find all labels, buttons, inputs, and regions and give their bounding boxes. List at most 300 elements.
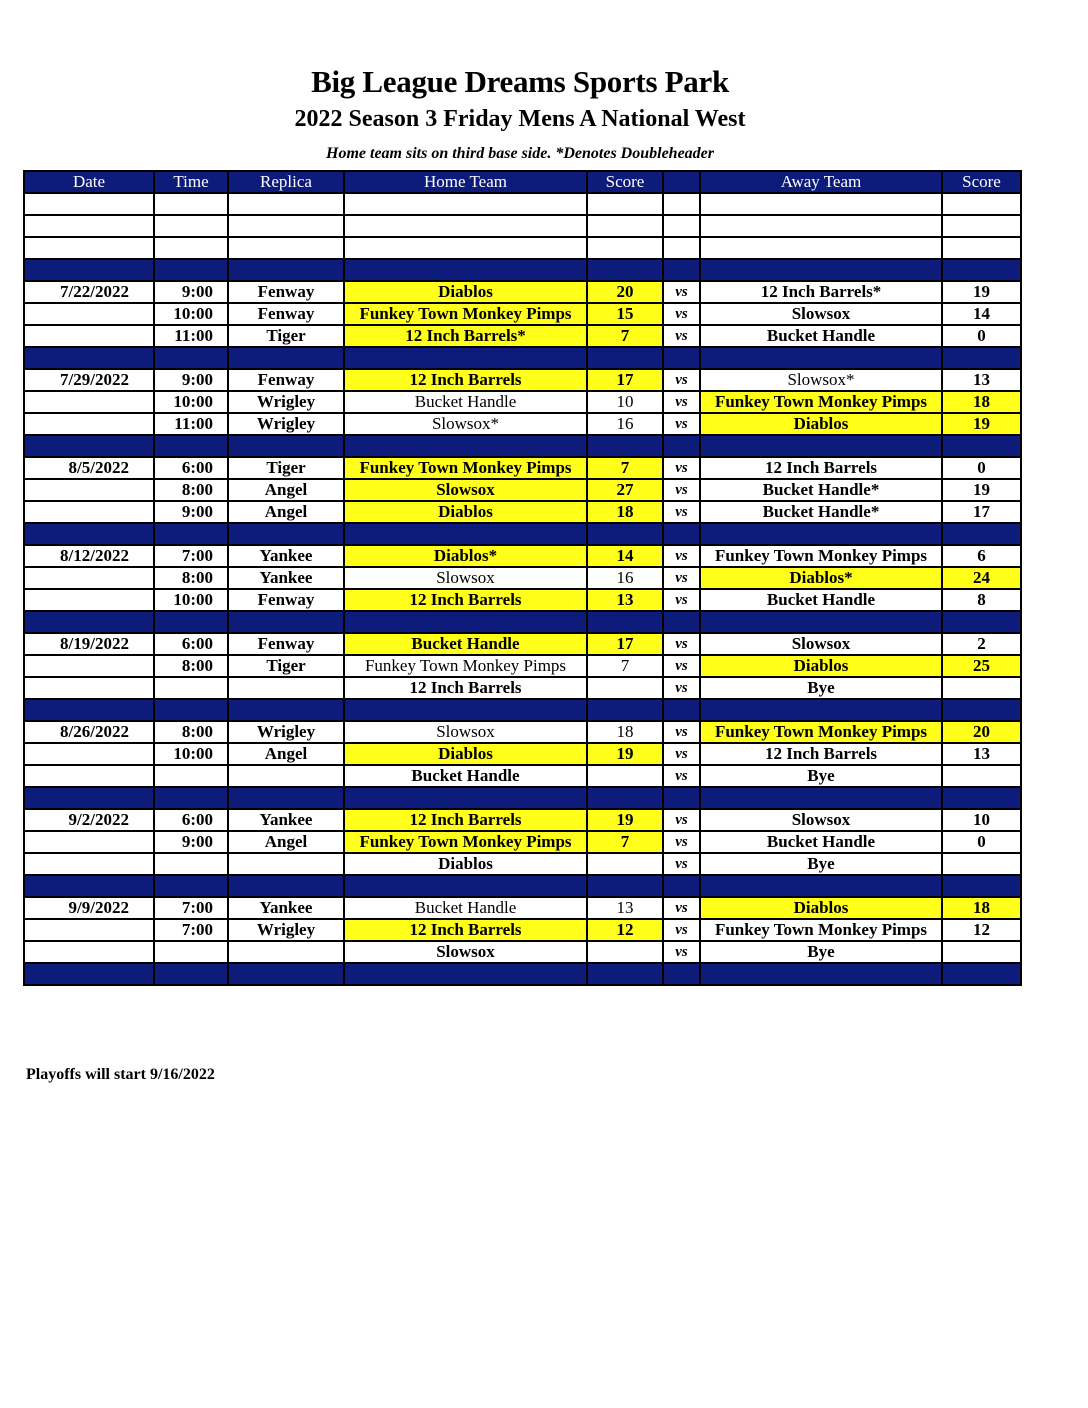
- col-header-time: Time: [154, 171, 228, 193]
- vs-cell: vs: [663, 303, 700, 325]
- date-cell: 8/12/2022: [24, 545, 154, 567]
- home-score-cell: [587, 963, 663, 985]
- home-score-cell: 19: [587, 743, 663, 765]
- away-team-cell: Funkey Town Monkey Pimps: [700, 545, 942, 567]
- away-team-cell: Slowsox: [700, 809, 942, 831]
- replica-cell: [228, 193, 344, 215]
- vs-cell: vs: [663, 479, 700, 501]
- away-score-cell: [942, 787, 1021, 809]
- replica-cell: [228, 611, 344, 633]
- away-team-cell: Bye: [700, 941, 942, 963]
- away-team-cell: Bye: [700, 853, 942, 875]
- date-cell: [24, 941, 154, 963]
- away-score-cell: [942, 435, 1021, 457]
- away-team-cell: Bucket Handle*: [700, 479, 942, 501]
- home-team-cell: Slowsox*: [344, 413, 587, 435]
- replica-cell: [228, 237, 344, 259]
- replica-cell: Tiger: [228, 655, 344, 677]
- replica-cell: Fenway: [228, 281, 344, 303]
- time-cell: [154, 237, 228, 259]
- away-score-cell: [942, 963, 1021, 985]
- vs-cell: vs: [663, 281, 700, 303]
- away-score-cell: [942, 237, 1021, 259]
- home-score-cell: 27: [587, 479, 663, 501]
- blank-row: [24, 237, 1021, 259]
- away-score-cell: 18: [942, 897, 1021, 919]
- blank-row: [24, 215, 1021, 237]
- away-team-cell: Slowsox: [700, 633, 942, 655]
- away-team-cell: 12 Inch Barrels: [700, 743, 942, 765]
- col-header-home-team: Home Team: [344, 171, 587, 193]
- time-cell: [154, 787, 228, 809]
- home-team-cell: Bucket Handle: [344, 633, 587, 655]
- vs-cell: vs: [663, 677, 700, 699]
- away-score-cell: 6: [942, 545, 1021, 567]
- away-team-cell: Funkey Town Monkey Pimps: [700, 391, 942, 413]
- away-team-cell: Diablos: [700, 897, 942, 919]
- away-team-cell: [700, 215, 942, 237]
- date-cell: 9/2/2022: [24, 809, 154, 831]
- vs-cell: [663, 215, 700, 237]
- time-cell: 11:00: [154, 413, 228, 435]
- time-cell: 7:00: [154, 919, 228, 941]
- date-cell: [24, 193, 154, 215]
- away-score-cell: 24: [942, 567, 1021, 589]
- away-team-cell: [700, 237, 942, 259]
- away-score-cell: 10: [942, 809, 1021, 831]
- home-score-cell: [587, 193, 663, 215]
- home-score-cell: 17: [587, 369, 663, 391]
- away-score-cell: [942, 611, 1021, 633]
- table-row: [24, 501, 1021, 523]
- time-cell: [154, 193, 228, 215]
- table-row: [24, 633, 1021, 655]
- home-team-cell: Diablos: [344, 501, 587, 523]
- home-team-cell: Diablos: [344, 853, 587, 875]
- home-team-cell: [344, 875, 587, 897]
- vs-cell: vs: [663, 567, 700, 589]
- away-score-cell: [942, 347, 1021, 369]
- date-cell: [24, 677, 154, 699]
- replica-cell: Angel: [228, 479, 344, 501]
- home-team-cell: Funkey Town Monkey Pimps: [344, 303, 587, 325]
- replica-cell: Tiger: [228, 325, 344, 347]
- away-team-cell: [700, 611, 942, 633]
- home-score-cell: 16: [587, 567, 663, 589]
- away-score-cell: 19: [942, 281, 1021, 303]
- table-row: [24, 303, 1021, 325]
- away-score-cell: [942, 677, 1021, 699]
- away-team-cell: [700, 523, 942, 545]
- page-title: Big League Dreams Sports Park: [311, 64, 729, 99]
- replica-cell: [228, 875, 344, 897]
- table-row: [24, 325, 1021, 347]
- away-score-cell: 0: [942, 457, 1021, 479]
- away-score-cell: 19: [942, 479, 1021, 501]
- away-score-cell: 14: [942, 303, 1021, 325]
- col-header-away-score: Score: [942, 171, 1021, 193]
- home-team-cell: [344, 193, 587, 215]
- home-team-cell: [344, 347, 587, 369]
- away-team-cell: [700, 787, 942, 809]
- home-team-cell: Diablos*: [344, 545, 587, 567]
- vs-cell: [663, 193, 700, 215]
- date-cell: [24, 215, 154, 237]
- vs-cell: [663, 875, 700, 897]
- time-cell: 8:00: [154, 655, 228, 677]
- home-score-cell: 12: [587, 919, 663, 941]
- replica-cell: Wrigley: [228, 721, 344, 743]
- home-score-cell: [587, 941, 663, 963]
- separator-row: [24, 523, 1021, 545]
- col-header-date: Date: [24, 171, 154, 193]
- home-score-cell: 18: [587, 501, 663, 523]
- replica-cell: [228, 259, 344, 281]
- time-cell: 6:00: [154, 809, 228, 831]
- away-score-cell: 0: [942, 831, 1021, 853]
- away-team-cell: [700, 193, 942, 215]
- vs-cell: [663, 699, 700, 721]
- table-row: [24, 457, 1021, 479]
- separator-row: [24, 347, 1021, 369]
- home-team-cell: [344, 699, 587, 721]
- away-team-cell: Diablos: [700, 413, 942, 435]
- away-team-cell: Bucket Handle*: [700, 501, 942, 523]
- home-score-cell: [587, 237, 663, 259]
- time-cell: [154, 677, 228, 699]
- away-team-cell: [700, 259, 942, 281]
- schedule-note: Home team sits on third base side. *Denotes Doubleheader: [326, 145, 714, 162]
- vs-cell: vs: [663, 897, 700, 919]
- replica-cell: [228, 215, 344, 237]
- away-score-cell: [942, 875, 1021, 897]
- home-team-cell: 12 Inch Barrels: [344, 919, 587, 941]
- date-cell: 8/19/2022: [24, 633, 154, 655]
- table-row: [24, 413, 1021, 435]
- table-row: [24, 831, 1021, 853]
- time-cell: [154, 853, 228, 875]
- home-score-cell: 13: [587, 589, 663, 611]
- playoffs-note: Playoffs will start 9/16/2022: [26, 1066, 215, 1083]
- away-score-cell: 8: [942, 589, 1021, 611]
- replica-cell: [228, 677, 344, 699]
- vs-cell: [663, 237, 700, 259]
- date-cell: [24, 875, 154, 897]
- vs-cell: [663, 611, 700, 633]
- table-row: [24, 853, 1021, 875]
- replica-cell: Fenway: [228, 303, 344, 325]
- table-row: [24, 369, 1021, 391]
- time-cell: [154, 215, 228, 237]
- date-cell: [24, 787, 154, 809]
- date-cell: [24, 347, 154, 369]
- home-team-cell: [344, 259, 587, 281]
- away-score-cell: 12: [942, 919, 1021, 941]
- time-cell: 7:00: [154, 545, 228, 567]
- vs-cell: [663, 963, 700, 985]
- away-team-cell: Funkey Town Monkey Pimps: [700, 919, 942, 941]
- schedule-body: [24, 193, 1021, 985]
- replica-cell: Angel: [228, 501, 344, 523]
- date-cell: [24, 479, 154, 501]
- vs-cell: vs: [663, 853, 700, 875]
- table-row: [24, 743, 1021, 765]
- home-team-cell: Slowsox: [344, 941, 587, 963]
- home-team-cell: 12 Inch Barrels: [344, 369, 587, 391]
- time-cell: 6:00: [154, 457, 228, 479]
- away-score-cell: [942, 215, 1021, 237]
- time-cell: 10:00: [154, 391, 228, 413]
- away-score-cell: [942, 523, 1021, 545]
- home-team-cell: Bucket Handle: [344, 765, 587, 787]
- separator-row: [24, 787, 1021, 809]
- table-header-row: [24, 171, 1021, 193]
- away-team-cell: [700, 347, 942, 369]
- time-cell: 9:00: [154, 831, 228, 853]
- away-score-cell: 2: [942, 633, 1021, 655]
- table-row: [24, 589, 1021, 611]
- away-team-cell: Slowsox*: [700, 369, 942, 391]
- home-score-cell: [587, 787, 663, 809]
- time-cell: [154, 435, 228, 457]
- home-score-cell: 19: [587, 809, 663, 831]
- home-score-cell: [587, 435, 663, 457]
- time-cell: [154, 347, 228, 369]
- away-team-cell: Slowsox: [700, 303, 942, 325]
- home-score-cell: [587, 347, 663, 369]
- home-team-cell: 12 Inch Barrels*: [344, 325, 587, 347]
- home-score-cell: 7: [587, 831, 663, 853]
- replica-cell: [228, 853, 344, 875]
- away-team-cell: Bucket Handle: [700, 325, 942, 347]
- away-score-cell: [942, 765, 1021, 787]
- home-score-cell: 18: [587, 721, 663, 743]
- time-cell: [154, 523, 228, 545]
- home-team-cell: Diablos: [344, 281, 587, 303]
- date-cell: [24, 259, 154, 281]
- date-cell: 9/9/2022: [24, 897, 154, 919]
- table-row: [24, 721, 1021, 743]
- time-cell: 8:00: [154, 721, 228, 743]
- vs-cell: vs: [663, 809, 700, 831]
- date-cell: [24, 567, 154, 589]
- time-cell: 10:00: [154, 303, 228, 325]
- replica-cell: [228, 787, 344, 809]
- col-header-vs: [663, 171, 700, 193]
- table-row: [24, 677, 1021, 699]
- away-score-cell: [942, 941, 1021, 963]
- home-score-cell: [587, 215, 663, 237]
- home-score-cell: [587, 677, 663, 699]
- table-row: [24, 567, 1021, 589]
- table-row: [24, 655, 1021, 677]
- replica-cell: [228, 941, 344, 963]
- vs-cell: vs: [663, 369, 700, 391]
- separator-row: [24, 963, 1021, 985]
- home-team-cell: [344, 787, 587, 809]
- date-cell: [24, 765, 154, 787]
- separator-row: [24, 611, 1021, 633]
- schedule-table: [23, 170, 1022, 986]
- vs-cell: vs: [663, 325, 700, 347]
- home-team-cell: [344, 523, 587, 545]
- replica-cell: Yankee: [228, 809, 344, 831]
- home-team-cell: [344, 237, 587, 259]
- home-team-cell: Diablos: [344, 743, 587, 765]
- time-cell: 8:00: [154, 479, 228, 501]
- date-cell: [24, 303, 154, 325]
- home-score-cell: 15: [587, 303, 663, 325]
- vs-cell: [663, 259, 700, 281]
- home-team-cell: 12 Inch Barrels: [344, 809, 587, 831]
- vs-cell: vs: [663, 831, 700, 853]
- away-score-cell: [942, 193, 1021, 215]
- replica-cell: Fenway: [228, 633, 344, 655]
- replica-cell: [228, 347, 344, 369]
- away-score-cell: 25: [942, 655, 1021, 677]
- away-team-cell: 12 Inch Barrels: [700, 457, 942, 479]
- replica-cell: Wrigley: [228, 413, 344, 435]
- home-team-cell: Bucket Handle: [344, 897, 587, 919]
- time-cell: 9:00: [154, 281, 228, 303]
- vs-cell: vs: [663, 765, 700, 787]
- table-row: [24, 479, 1021, 501]
- date-cell: 7/29/2022: [24, 369, 154, 391]
- home-score-cell: [587, 765, 663, 787]
- date-cell: 8/5/2022: [24, 457, 154, 479]
- away-score-cell: [942, 699, 1021, 721]
- vs-cell: vs: [663, 457, 700, 479]
- away-team-cell: 12 Inch Barrels*: [700, 281, 942, 303]
- replica-cell: Wrigley: [228, 919, 344, 941]
- vs-cell: vs: [663, 413, 700, 435]
- date-cell: [24, 853, 154, 875]
- time-cell: [154, 611, 228, 633]
- home-score-cell: 17: [587, 633, 663, 655]
- vs-cell: vs: [663, 743, 700, 765]
- vs-cell: [663, 347, 700, 369]
- replica-cell: Yankee: [228, 567, 344, 589]
- home-team-cell: [344, 215, 587, 237]
- date-cell: 7/22/2022: [24, 281, 154, 303]
- time-cell: [154, 941, 228, 963]
- vs-cell: [663, 787, 700, 809]
- home-score-cell: [587, 853, 663, 875]
- time-cell: [154, 875, 228, 897]
- home-team-cell: Slowsox: [344, 567, 587, 589]
- home-score-cell: 13: [587, 897, 663, 919]
- table-row: [24, 897, 1021, 919]
- away-score-cell: [942, 853, 1021, 875]
- blank-row: [24, 193, 1021, 215]
- col-header-away-team: Away Team: [700, 171, 942, 193]
- vs-cell: vs: [663, 941, 700, 963]
- time-cell: 9:00: [154, 501, 228, 523]
- away-team-cell: Bucket Handle: [700, 589, 942, 611]
- replica-cell: Angel: [228, 743, 344, 765]
- date-cell: [24, 391, 154, 413]
- date-cell: [24, 743, 154, 765]
- home-team-cell: Funkey Town Monkey Pimps: [344, 655, 587, 677]
- away-team-cell: Diablos: [700, 655, 942, 677]
- date-cell: [24, 523, 154, 545]
- table-row: [24, 281, 1021, 303]
- time-cell: 7:00: [154, 897, 228, 919]
- home-team-cell: [344, 611, 587, 633]
- col-header-home-score: Score: [587, 171, 663, 193]
- away-team-cell: Bucket Handle: [700, 831, 942, 853]
- home-score-cell: [587, 523, 663, 545]
- time-cell: [154, 963, 228, 985]
- away-score-cell: 13: [942, 369, 1021, 391]
- table-row: [24, 919, 1021, 941]
- away-team-cell: Funkey Town Monkey Pimps: [700, 721, 942, 743]
- home-score-cell: [587, 875, 663, 897]
- table-row: [24, 545, 1021, 567]
- home-score-cell: 16: [587, 413, 663, 435]
- date-cell: [24, 831, 154, 853]
- replica-cell: [228, 699, 344, 721]
- vs-cell: [663, 523, 700, 545]
- away-team-cell: Bye: [700, 677, 942, 699]
- vs-cell: vs: [663, 919, 700, 941]
- date-cell: [24, 501, 154, 523]
- vs-cell: vs: [663, 633, 700, 655]
- away-team-cell: [700, 875, 942, 897]
- home-score-cell: 20: [587, 281, 663, 303]
- table-row: [24, 765, 1021, 787]
- replica-cell: Fenway: [228, 589, 344, 611]
- home-team-cell: Bucket Handle: [344, 391, 587, 413]
- table-row: [24, 809, 1021, 831]
- table-row: [24, 391, 1021, 413]
- vs-cell: vs: [663, 721, 700, 743]
- home-team-cell: Funkey Town Monkey Pimps: [344, 831, 587, 853]
- page-subtitle: 2022 Season 3 Friday Mens A National West: [294, 106, 746, 132]
- separator-row: [24, 875, 1021, 897]
- vs-cell: vs: [663, 391, 700, 413]
- vs-cell: vs: [663, 655, 700, 677]
- home-score-cell: 7: [587, 655, 663, 677]
- away-score-cell: 17: [942, 501, 1021, 523]
- vs-cell: vs: [663, 501, 700, 523]
- time-cell: 10:00: [154, 743, 228, 765]
- home-score-cell: 7: [587, 457, 663, 479]
- home-score-cell: 7: [587, 325, 663, 347]
- date-cell: 8/26/2022: [24, 721, 154, 743]
- home-team-cell: 12 Inch Barrels: [344, 677, 587, 699]
- home-score-cell: [587, 259, 663, 281]
- time-cell: 11:00: [154, 325, 228, 347]
- away-score-cell: 0: [942, 325, 1021, 347]
- time-cell: 9:00: [154, 369, 228, 391]
- replica-cell: [228, 435, 344, 457]
- replica-cell: [228, 765, 344, 787]
- time-cell: [154, 765, 228, 787]
- away-score-cell: 13: [942, 743, 1021, 765]
- replica-cell: Yankee: [228, 545, 344, 567]
- home-team-cell: 12 Inch Barrels: [344, 589, 587, 611]
- replica-cell: Yankee: [228, 897, 344, 919]
- home-team-cell: Funkey Town Monkey Pimps: [344, 457, 587, 479]
- time-cell: 8:00: [154, 567, 228, 589]
- date-cell: [24, 963, 154, 985]
- away-team-cell: [700, 435, 942, 457]
- home-score-cell: [587, 699, 663, 721]
- vs-cell: vs: [663, 545, 700, 567]
- away-team-cell: Diablos*: [700, 567, 942, 589]
- date-cell: [24, 919, 154, 941]
